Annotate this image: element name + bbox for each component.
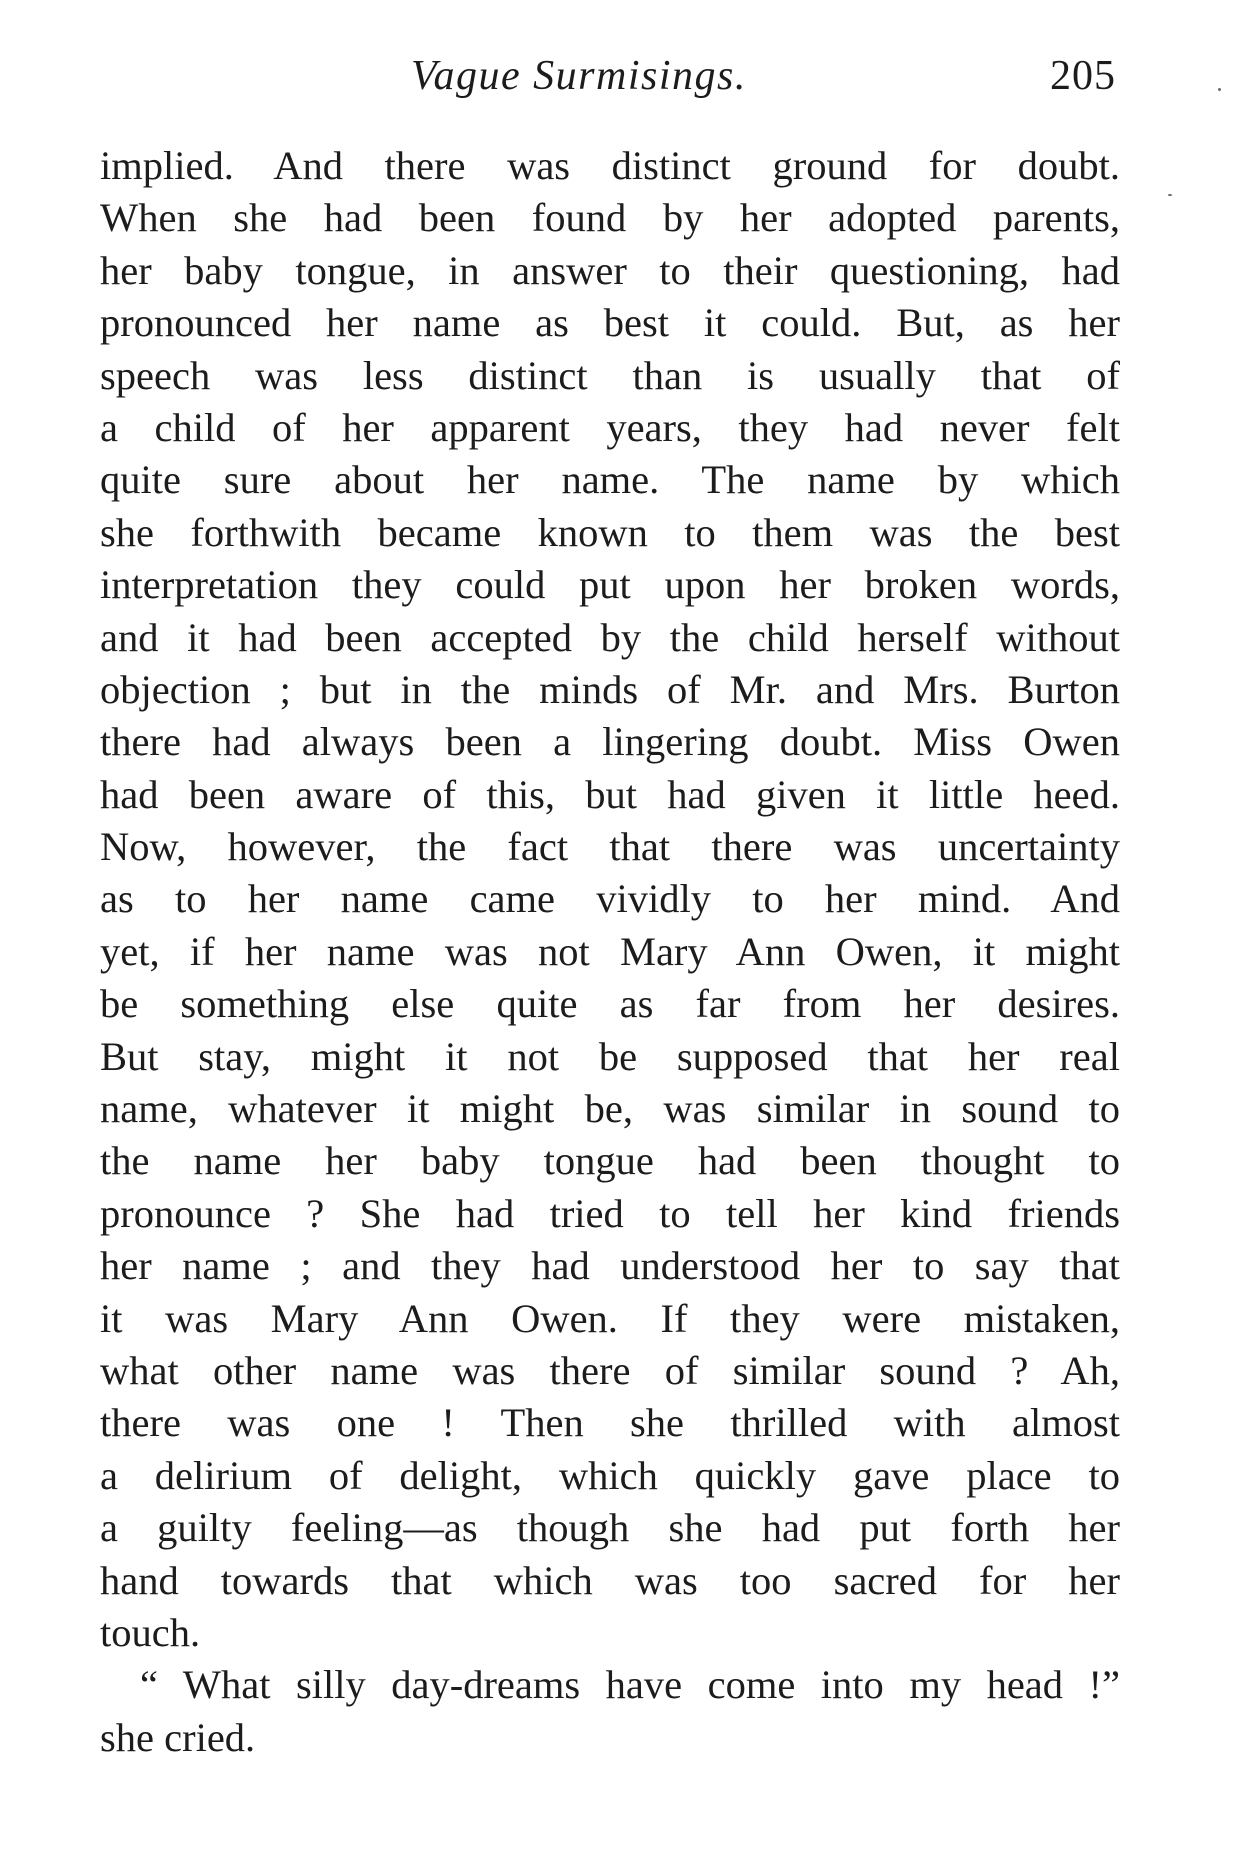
text-line: “ What silly day-dreams have come into my head !” <box>140 1662 1120 1708</box>
text-line: yet, if her name was not Mary Ann Owen, it might <box>100 928 1120 974</box>
text-line: what other name was there of similar sound ? Ah, <box>100 1347 1120 1393</box>
text-line: her baby tongue, in answer to their questioning, had <box>100 247 1120 293</box>
text-line: she forthwith became known to them was the best <box>100 509 1120 555</box>
running-title: Vague Surmisings. <box>411 53 747 99</box>
text-line: her name ; and they had understood her to say that <box>100 1243 1120 1289</box>
scan-speck <box>1218 88 1221 91</box>
body-text <box>100 140 1120 1764</box>
text-line: and it had been accepted by the child herself without <box>100 614 1120 660</box>
text-line: there was one ! Then she thrilled with almost <box>100 1400 1120 1446</box>
text-line: it was Mary Ann Owen. If they were mistaken, <box>100 1295 1120 1341</box>
text-line: objection ; but in the minds of Mr. and Mrs. Burton <box>100 666 1120 712</box>
text-line: touch. <box>100 1609 201 1655</box>
text-line: be something else quite as far from her desires. <box>100 981 1120 1027</box>
text-line: name, whatever it might be, was similar in sound to <box>100 1086 1120 1132</box>
text-line: implied. And there was distinct ground for doubt. <box>100 143 1120 188</box>
scan-speck <box>1168 194 1172 196</box>
text-line: the name her baby tongue had been thought to <box>100 1138 1120 1184</box>
text-line: When she had been found by her adopted parents, <box>100 195 1120 241</box>
text-line: speech was less distinct than is usually that of <box>100 352 1120 398</box>
page-number: 205 <box>1050 53 1116 99</box>
text-line: hand towards that which was too sacred for her <box>100 1557 1120 1603</box>
text-line: pronounced her name as best it could. But, as her <box>100 300 1120 346</box>
text-line: interpretation they could put upon her broken words, <box>100 562 1120 608</box>
text-line: Now, however, the fact that there was uncertainty <box>100 824 1120 870</box>
running-head <box>0 52 1243 112</box>
text-line: But stay, might it not be supposed that her real <box>100 1033 1120 1079</box>
text-line: quite sure about her name. The name by which <box>100 457 1120 503</box>
text-line: as to her name came vividly to her mind. And <box>100 876 1120 922</box>
text-line: a child of her apparent years, they had never felt <box>100 404 1120 450</box>
text-line: a guilty feeling—as though she had put forth her <box>100 1505 1120 1551</box>
text-line: a delirium of delight, which quickly gave place to <box>100 1452 1120 1498</box>
text-line: pronounce ? She had tried to tell her kind friends <box>100 1190 1120 1236</box>
text-line: had been aware of this, but had given it little heed. <box>100 771 1120 817</box>
text-line: she cried. <box>100 1714 256 1760</box>
text-line: there had always been a lingering doubt. Miss Owen <box>100 719 1120 765</box>
